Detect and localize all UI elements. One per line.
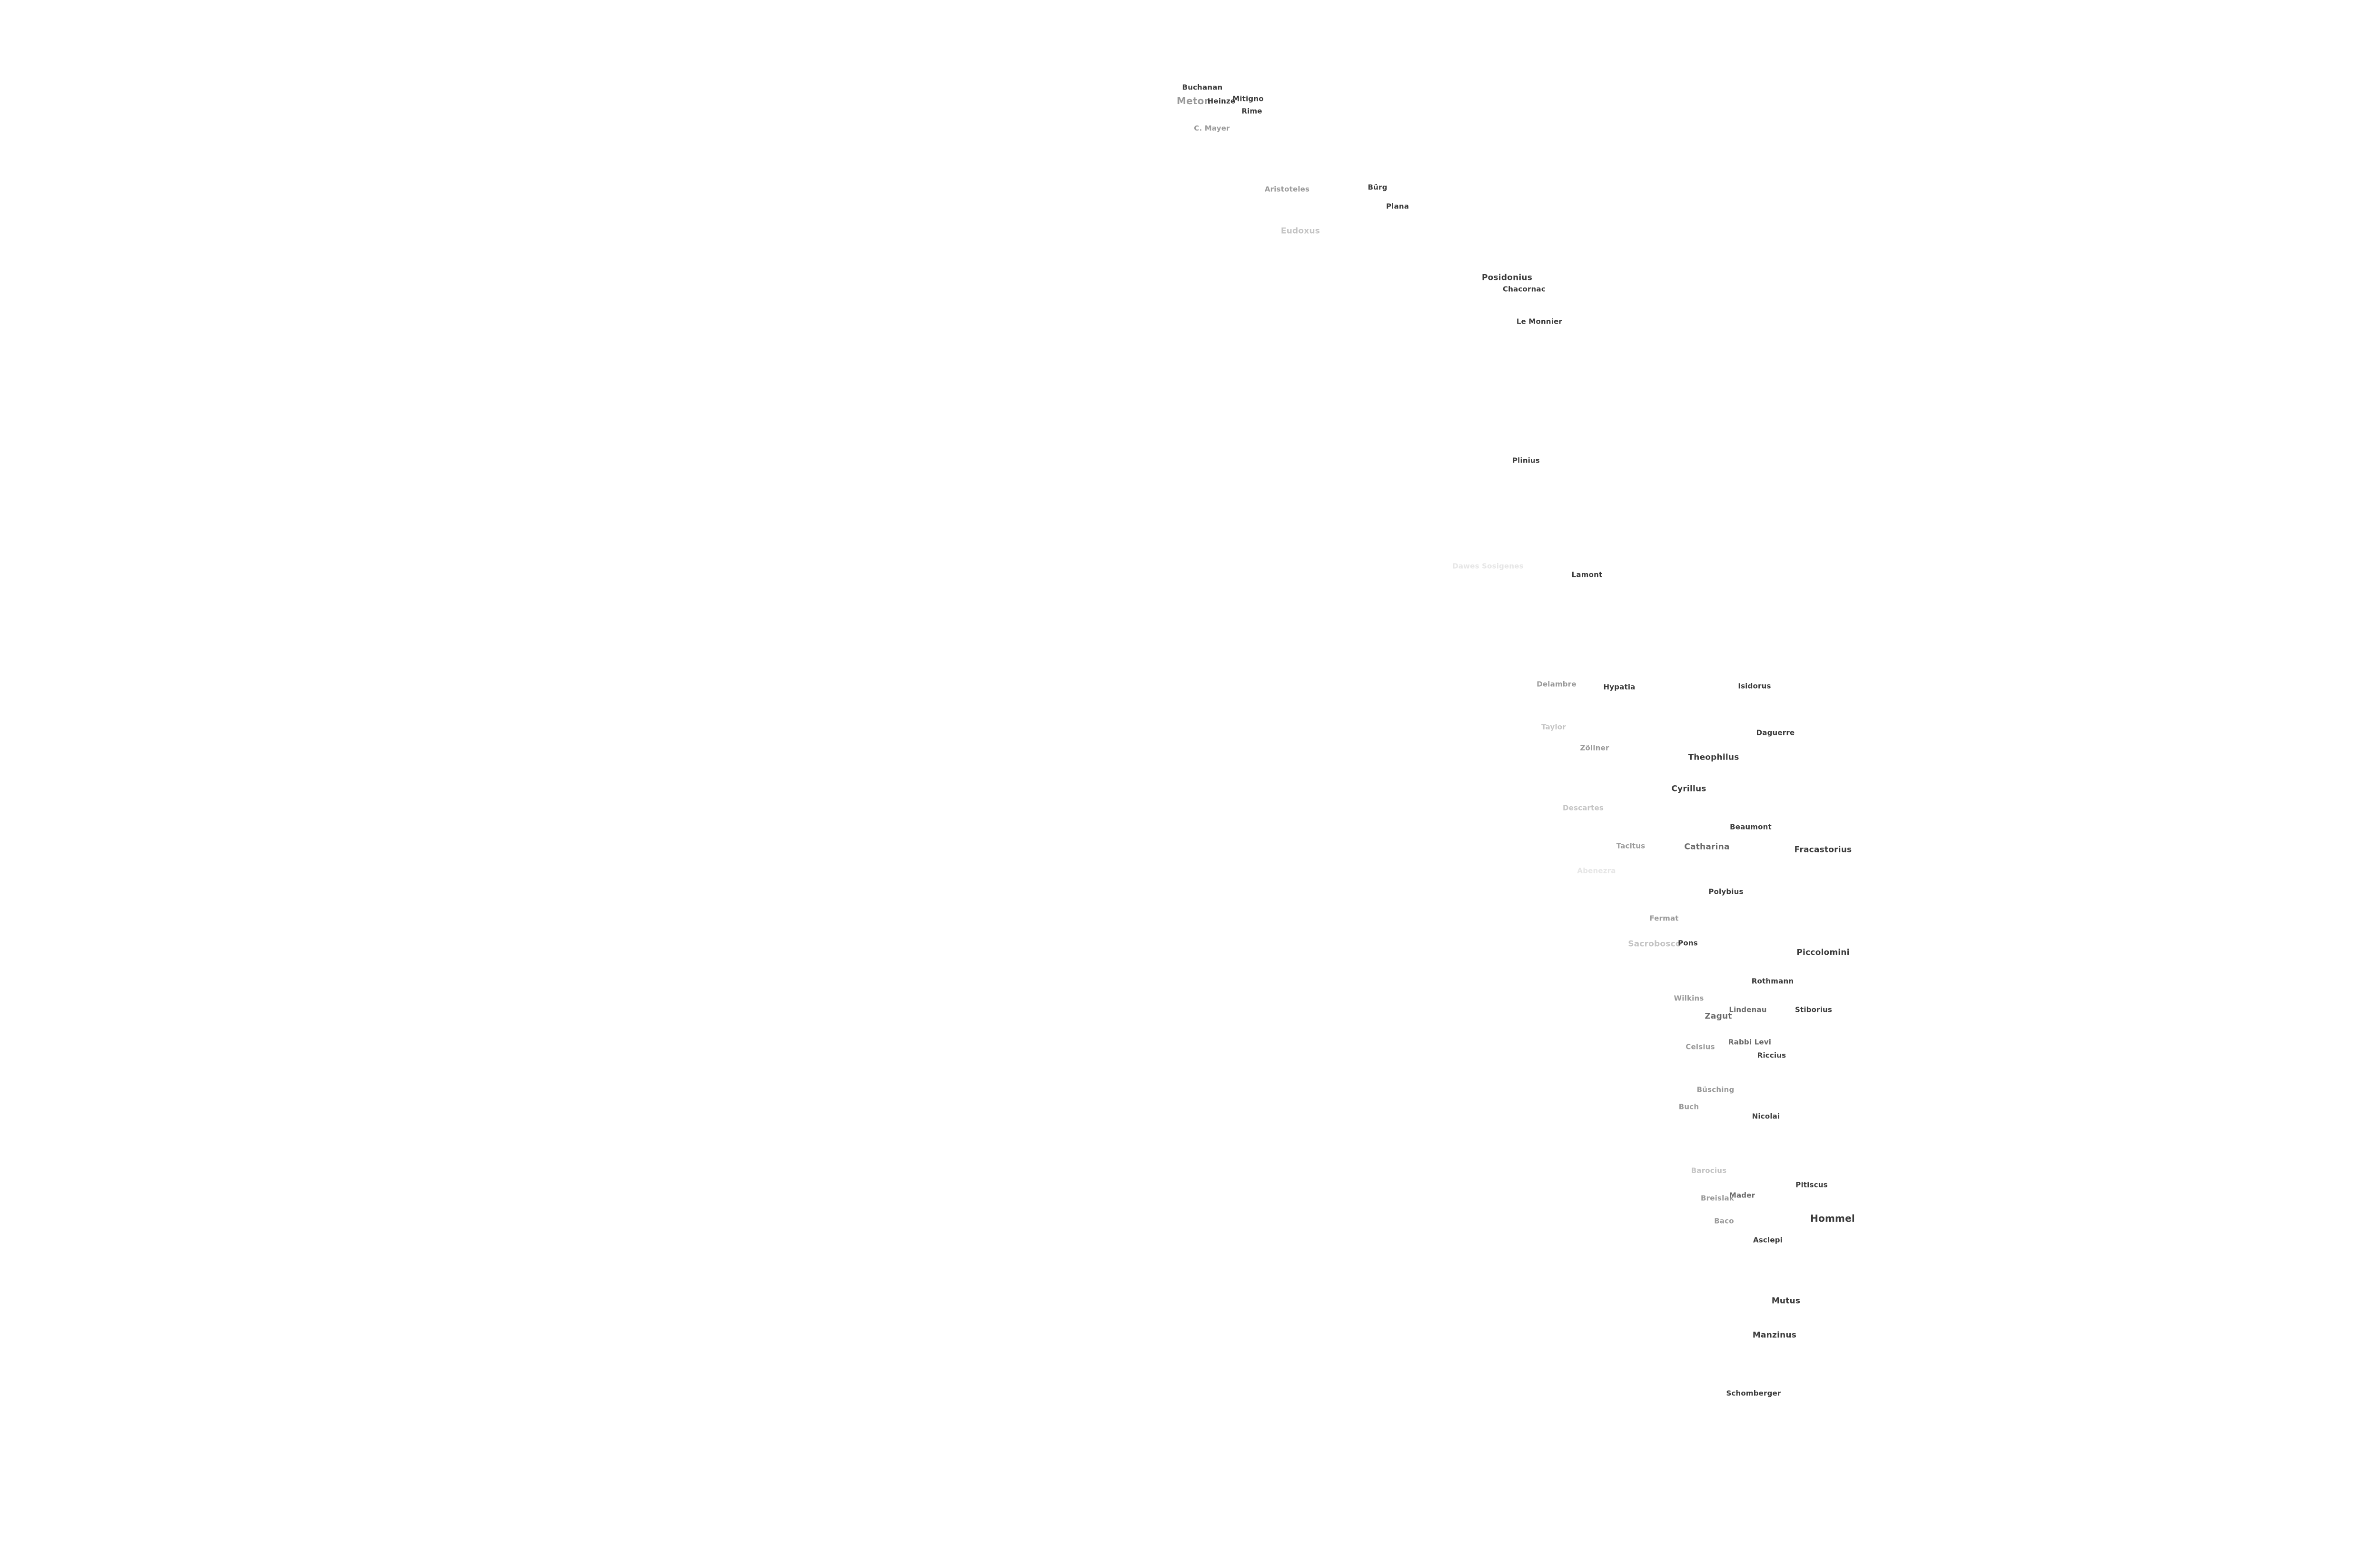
crater-label-c-mayer[interactable]: C. Mayer [1194,124,1230,133]
crater-label-eudoxus[interactable]: Eudoxus [1280,226,1320,236]
crater-label-rabbi-levi[interactable]: Rabbi Levi [1728,1038,1772,1047]
crater-label-aristoteles[interactable]: Aristoteles [1264,185,1310,194]
crater-label-pitiscus[interactable]: Pitiscus [1795,1180,1828,1189]
crater-label-taylor[interactable]: Taylor [1541,722,1566,731]
crater-label-meton[interactable]: Meton [1176,95,1211,107]
crater-label-descartes[interactable]: Descartes [1562,803,1604,812]
crater-label-mader[interactable]: Mader [1729,1191,1755,1200]
crater-label-schomberger[interactable]: Schomberger [1726,1389,1781,1398]
crater-label-zollner[interactable]: Zöllner [1580,743,1609,752]
crater-label-fermat[interactable]: Fermat [1649,914,1679,923]
crater-label-riccius[interactable]: Riccius [1757,1051,1786,1060]
crater-label-buch[interactable]: Buch [1678,1102,1699,1111]
crater-label-le-monnier[interactable]: Le Monnier [1516,317,1563,326]
crater-label-fracastorius[interactable]: Fracastorius [1794,845,1852,855]
crater-label-hommel[interactable]: Hommel [1810,1213,1855,1224]
crater-label-chacornac[interactable]: Chacornac [1503,285,1546,294]
crater-label-mutus[interactable]: Mutus [1771,1296,1801,1306]
crater-label-faint-dawes[interactable]: Dawes Sosigenes [1452,562,1524,571]
crater-label-rothmann[interactable]: Rothmann [1751,977,1794,986]
crater-label-asclepi[interactable]: Asclepi [1753,1236,1783,1245]
crater-label-sacrobosco[interactable]: Sacrobosco [1628,939,1681,949]
crater-label-cyrillus[interactable]: Cyrillus [1671,784,1706,794]
crater-label-piccolomini[interactable]: Piccolomini [1796,948,1850,958]
crater-label-plana[interactable]: Plana [1386,202,1409,211]
crater-label-lamont[interactable]: Lamont [1571,570,1603,579]
crater-label-breislak[interactable]: Breislak [1701,1194,1734,1203]
crater-label-polybius[interactable]: Polybius [1708,887,1744,896]
crater-label-delambre[interactable]: Delambre [1537,680,1577,689]
crater-label-beaumont[interactable]: Beaumont [1730,822,1772,831]
crater-label-catharina[interactable]: Catharina [1684,842,1730,852]
crater-label-nicolai[interactable]: Nicolai [1752,1112,1780,1121]
crater-label-rime[interactable]: Rime [1241,107,1262,116]
crater-label-heinze[interactable]: Heinze [1207,97,1236,106]
crater-label-posidonius[interactable]: Posidonius [1481,273,1533,283]
crater-label-daguerre[interactable]: Daguerre [1756,728,1795,737]
crater-label-faint-abenezra[interactable]: Abenezra [1577,866,1616,875]
crater-label-mitigno[interactable]: Mitigno [1232,94,1264,103]
crater-label-plinius[interactable]: Plinius [1512,456,1540,465]
crater-label-stiborius[interactable]: Stiborius [1795,1005,1833,1014]
crater-label-pons[interactable]: Pons [1678,939,1698,948]
crater-label-buchanan[interactable]: Buchanan [1182,83,1223,92]
crater-label-barocius[interactable]: Barocius [1691,1166,1727,1175]
crater-label-zagut[interactable]: Zagut [1705,1011,1732,1021]
crater-label-hypatia[interactable]: Hypatia [1603,682,1636,692]
crater-label-baco[interactable]: Baco [1714,1216,1734,1226]
crater-label-manzinus[interactable]: Manzinus [1752,1330,1797,1340]
crater-label-burg[interactable]: Bürg [1368,183,1388,192]
crater-label-lindenau[interactable]: Lindenau [1729,1005,1767,1014]
crater-label-wilkins[interactable]: Wilkins [1674,994,1704,1003]
crater-label-tacitus[interactable]: Tacitus [1616,841,1646,850]
crater-label-theophilus[interactable]: Theophilus [1688,752,1739,762]
crater-label-isidorus[interactable]: Isidorus [1738,682,1771,691]
crater-label-busching[interactable]: Büsching [1696,1085,1735,1094]
crater-label-celsius[interactable]: Celsius [1686,1042,1715,1051]
